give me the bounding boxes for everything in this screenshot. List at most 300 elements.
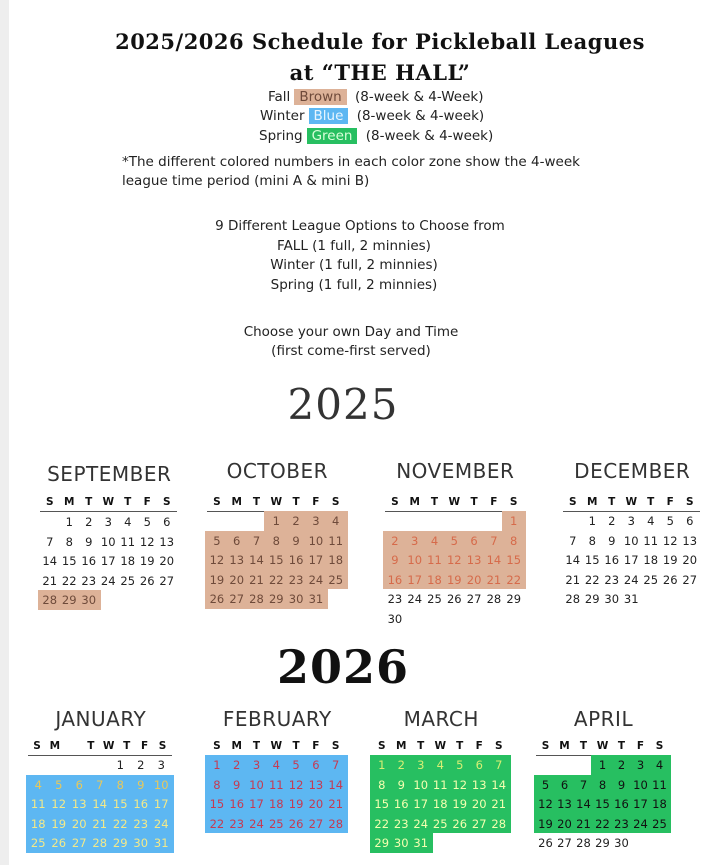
calendar-day: 15 [595, 797, 610, 811]
calendar-day: 2 [608, 514, 616, 528]
calendar-day: 1 [65, 515, 73, 529]
month-name: FEBRUARY [222, 707, 332, 731]
calendar-day: 6 [475, 758, 483, 772]
calendar-day: 6 [312, 758, 320, 772]
calendar-day: 22 [61, 573, 77, 588]
calendar-day: 26 [538, 836, 553, 850]
calendar-day: 6 [560, 777, 569, 792]
weekday-label: F [141, 740, 149, 752]
calendar-day: 22 [584, 572, 600, 587]
year-2026: 2026 [276, 640, 410, 694]
calendar-day: 13 [71, 797, 87, 811]
season-fall [268, 89, 483, 105]
weekday-label: F [143, 496, 151, 508]
calendar-day: 23 [288, 572, 304, 587]
options-winter: Winter (1 full, 2 minnies) [270, 257, 438, 273]
calendar-day: 19 [538, 816, 553, 831]
calendar-day: 1 [588, 514, 596, 528]
calendar-day: 23 [133, 816, 149, 831]
calendar-day: 30 [387, 611, 403, 626]
calendar-day: 27 [229, 592, 245, 606]
weekday-label: T [252, 740, 261, 752]
calendar-day: 10 [413, 777, 429, 792]
calendar-day: 21 [328, 797, 344, 811]
calendar-day: 11 [427, 553, 442, 567]
weekday-label: M [587, 496, 598, 508]
calendar-day: 27 [682, 572, 698, 587]
calendar-day: 16 [614, 797, 629, 811]
calendar-day: 13 [471, 777, 487, 792]
calendar-day: 13 [229, 553, 245, 567]
calendar-day: 21 [576, 816, 591, 831]
calendar-day: 20 [471, 797, 487, 811]
weekday-label: M [231, 496, 242, 508]
calendar-day: 2 [617, 758, 626, 772]
calendar-day: 6 [75, 777, 83, 792]
calendar-day: 16 [288, 553, 304, 567]
weekday-label: W [596, 740, 609, 752]
calendar-day: 12 [662, 533, 678, 548]
weekday-label: S [509, 496, 518, 508]
calendar-day: 24 [407, 592, 423, 606]
calendar-day: 4 [655, 758, 664, 772]
calendar-day: 23 [229, 816, 245, 831]
calendar-day: 29 [112, 836, 128, 850]
season-fall-detail: (8-week & 4-Week) [354, 89, 484, 105]
calendar-day: 1 [116, 758, 124, 772]
calendar-day: 3 [104, 515, 112, 529]
weekday-label: S [45, 496, 54, 508]
calendar-day: 22 [112, 816, 128, 831]
calendar-day: 30 [614, 836, 629, 850]
calendar-day: 7 [569, 533, 577, 548]
weekday-label: T [470, 496, 478, 508]
calendar-day: 9 [85, 534, 93, 549]
calendar-day: 16 [387, 572, 403, 587]
calendar-day: 9 [397, 777, 405, 792]
calendar-day: 12 [446, 553, 462, 567]
weekday-label: M [231, 740, 242, 752]
calendar-day: 14 [92, 797, 108, 811]
calendar-day: 6 [470, 533, 478, 548]
calendar-day: 1 [272, 514, 280, 528]
calendar-day: 4 [332, 514, 340, 528]
calendar-day: 6 [233, 533, 241, 548]
calendar-day: 18 [30, 816, 46, 831]
calendar-day: 24 [249, 816, 264, 831]
calendar-day: 7 [96, 777, 104, 792]
calendar-day: 10 [100, 534, 116, 549]
calendar-day: 10 [153, 777, 169, 792]
calendar-day: 26 [139, 573, 155, 588]
calendar-day: 8 [378, 777, 386, 792]
calendar-day: 24 [100, 573, 116, 588]
calendar-day: 10 [249, 777, 264, 792]
calendar-day: 15 [584, 553, 600, 567]
color-note: *The different colored numbers in each color zone show the 4-week league time period (mini A & mini B) [122, 154, 580, 189]
weekday-label: T [87, 740, 95, 752]
calendar-day: 16 [133, 797, 149, 811]
season-spring-detail: (8-week & 4-week) [365, 128, 494, 144]
calendar-day: 18 [427, 572, 442, 587]
calendar-day: 8 [272, 533, 280, 548]
calendar-day: 13 [308, 777, 324, 792]
calendar-day: 17 [407, 572, 423, 587]
month-name: SEPTEMBER [47, 462, 172, 486]
calendar-day: 15 [268, 553, 284, 567]
calendar-day: 12 [288, 777, 304, 792]
calendar-day: 18 [328, 553, 344, 567]
calendar-day: 20 [682, 553, 698, 567]
calendar-day: 9 [391, 553, 399, 567]
calendar-day: 11 [432, 777, 448, 792]
calendar-day: 19 [51, 816, 67, 831]
calendar-day: 19 [288, 797, 304, 811]
calendar-day: 12 [51, 797, 67, 811]
calendar-day: 22 [268, 572, 284, 587]
calendar-day: 6 [686, 514, 694, 528]
calendar-day: 6 [163, 515, 171, 529]
calendar-day: 23 [614, 816, 629, 831]
weekday-label: W [448, 496, 461, 508]
calendar-day: 27 [471, 816, 487, 831]
month-name: NOVEMBER [396, 459, 515, 483]
calendar-day: 23 [387, 592, 403, 606]
calendar-day: 1 [510, 514, 518, 528]
calendar-day: 29 [584, 592, 600, 606]
year-2025: 2025 [287, 380, 399, 429]
calendar-day: 12 [209, 553, 225, 567]
calendar-day: 5 [55, 777, 63, 792]
calendar-day: 19 [446, 572, 462, 587]
weekday-label: S [213, 496, 221, 508]
calendar-day: 9 [292, 533, 300, 548]
calendar-day: 26 [662, 572, 678, 587]
weekday-label: F [636, 740, 645, 752]
calendar-day: 23 [81, 573, 97, 588]
season-winter-name: Winter [260, 108, 305, 124]
calendar-day: 7 [46, 534, 54, 549]
calendar-day: 4 [647, 514, 655, 528]
calendar-day: 26 [209, 592, 225, 606]
weekday-label: W [270, 740, 283, 752]
calendar-day: 14 [486, 553, 502, 567]
calendar-day: 12 [139, 534, 155, 549]
calendar-day: 20 [229, 572, 245, 587]
calendar-day: 13 [466, 553, 482, 567]
calendar-day: 25 [432, 816, 448, 831]
calendar-day: 17 [100, 554, 116, 568]
calendar-day: 25 [328, 572, 344, 587]
calendar-day: 13 [557, 797, 572, 811]
calendar-day: 29 [595, 836, 610, 850]
calendar-day: 4 [124, 515, 132, 529]
weekday-label: T [85, 496, 93, 508]
weekday-label: T [647, 496, 655, 508]
weekday-label: W [102, 496, 115, 508]
page-edge [0, 0, 9, 865]
weekday-label: S [568, 496, 577, 508]
calendar-day: 26 [446, 592, 462, 606]
weekday-label: S [541, 740, 550, 752]
calendar-day: 30 [81, 593, 97, 607]
calendar-day: 18 [268, 797, 284, 811]
weekday-label: T [124, 496, 132, 508]
calendar-day: 26 [452, 816, 468, 831]
calendar-day: 11 [328, 533, 344, 548]
calendar-day: 21 [249, 572, 264, 587]
season-fall-name: Fall [268, 89, 291, 105]
calendar-day: 27 [71, 836, 87, 850]
calendar-day: 19 [452, 797, 468, 811]
calendar-day: 19 [139, 554, 155, 568]
choose-line2: (first come-first served) [271, 343, 431, 359]
weekday-label: T [608, 496, 616, 508]
calendar-day: 7 [579, 777, 588, 792]
weekday-label: M [409, 496, 420, 508]
weekday-label: S [331, 740, 340, 752]
calendar-day: 30 [288, 592, 304, 606]
weekday-label: T [292, 740, 300, 752]
weekday-label: W [102, 740, 115, 752]
calendar-day: 29 [268, 592, 284, 606]
calendar-day: 25 [652, 816, 667, 831]
calendar-day: 4 [34, 777, 42, 792]
calendar-day: 11 [120, 534, 136, 549]
calendar-day: 11 [30, 797, 46, 811]
weekday-label: S [377, 740, 386, 752]
calendar-day: 8 [116, 777, 124, 792]
calendar-day: 22 [595, 816, 610, 831]
calendar-day: 14 [565, 553, 581, 567]
weekday-label: S [331, 496, 340, 508]
weekday-label: T [417, 740, 425, 752]
calendar-day: 13 [682, 533, 698, 548]
calendar-day: 31 [153, 836, 169, 850]
calendar-day: 24 [413, 816, 429, 831]
month-name: APRIL [573, 707, 634, 731]
calendar-day: 8 [598, 777, 607, 792]
weekday-label: F [312, 740, 320, 752]
calendar-day: 17 [249, 797, 264, 811]
calendar-day: 28 [42, 593, 58, 607]
calendar-day: 5 [666, 514, 674, 528]
weekday-label: W [434, 740, 447, 752]
season-spring [259, 128, 493, 144]
calendar-day: 1 [378, 758, 386, 772]
calendar-day: 8 [213, 777, 221, 792]
calendar-day: 9 [233, 777, 241, 792]
calendar-day: 25 [427, 592, 442, 606]
calendar-day: 28 [328, 816, 344, 831]
weekday-label: F [490, 496, 498, 508]
calendar-day: 3 [627, 514, 635, 528]
calendar-day: 11 [652, 777, 667, 792]
calendar-day: 20 [557, 816, 572, 831]
calendar-day: 15 [506, 553, 522, 567]
calendar-day: 18 [432, 797, 448, 811]
weekday-label: T [579, 740, 588, 752]
calendar-day: 9 [608, 533, 616, 548]
calendar-day: 26 [51, 836, 67, 850]
weekday-label: T [456, 740, 464, 752]
calendar-day: 5 [456, 758, 464, 772]
weekday-label: M [559, 740, 570, 752]
calendar-day: 31 [413, 836, 429, 850]
month-name: JANUARY [55, 707, 147, 731]
season-winter-detail: (8-week & 4-week) [356, 108, 485, 124]
weekday-label: M [64, 496, 75, 508]
calendar-day: 21 [486, 572, 502, 587]
calendar-day: 7 [490, 533, 498, 548]
winter-swatch: Blue [309, 108, 349, 124]
weekday-label: T [292, 496, 300, 508]
calendar-day: 15 [61, 554, 77, 568]
calendar-day: 3 [157, 758, 165, 772]
weekday-label: F [666, 496, 674, 508]
calendar-day: 18 [120, 554, 136, 568]
weekday-label: S [655, 740, 664, 752]
calendar-day: 22 [506, 572, 522, 587]
page-subtitle: at “THE HALL” [289, 60, 471, 85]
weekday-label: M [49, 740, 61, 752]
calendar-day: 4 [430, 533, 439, 548]
calendar-day: 27 [466, 592, 482, 606]
calendar-day: 15 [374, 797, 390, 811]
calendar-day: 28 [92, 836, 108, 850]
weekday-label: S [494, 740, 503, 752]
weekday-label: S [33, 740, 41, 752]
weekday-label: T [123, 740, 131, 752]
options-fall: FALL (1 full, 2 minnies) [277, 238, 431, 254]
calendar-day: 28 [565, 592, 581, 606]
calendar-day: 27 [308, 816, 324, 831]
calendar-day: 25 [643, 572, 659, 587]
calendar-day: 7 [252, 533, 261, 548]
calendar-day: 28 [576, 836, 591, 850]
calendar-day: 2 [397, 758, 405, 772]
calendar-day: 24 [308, 572, 324, 587]
calendar-day: 10 [623, 533, 639, 548]
calendar-day: 30 [133, 836, 149, 850]
calendar-day: 5 [213, 533, 221, 548]
calendar-day: 23 [604, 572, 620, 587]
calendar-day: 21 [565, 572, 581, 587]
calendar-day: 5 [292, 758, 300, 772]
calendar-day: 3 [417, 758, 425, 772]
weekday-label: S [158, 740, 167, 752]
calendar-day: 13 [159, 534, 175, 549]
calendar-day: 9 [137, 777, 145, 792]
calendar-day: 29 [506, 592, 522, 606]
calendar-day: 20 [71, 816, 87, 831]
calendar-day: 30 [393, 836, 409, 850]
page-title: 2025/2026 Schedule for Pickleball Leagues [115, 29, 645, 54]
choose-line1: Choose your own Day and Time [243, 324, 459, 340]
weekday-label: S [391, 496, 399, 508]
calendar-day: 10 [407, 553, 423, 567]
calendar-day: 31 [308, 592, 324, 606]
calendar-day: 12 [452, 777, 468, 792]
calendar-day: 10 [633, 777, 648, 792]
calendar-day: 21 [92, 816, 108, 831]
calendar-day: 14 [491, 777, 507, 792]
weekday-label: T [430, 496, 439, 508]
calendar-day: 25 [268, 816, 284, 831]
calendar-day: 16 [81, 554, 97, 568]
calendar-day: 2 [292, 514, 300, 528]
calendar-day: 1 [598, 758, 607, 772]
fall-swatch: Brown [294, 89, 346, 105]
options-heading: 9 Different League Options to Choose from [215, 218, 505, 234]
calendar-day: 16 [229, 797, 245, 811]
season-winter [260, 108, 484, 124]
calendar-day: 18 [652, 797, 667, 811]
calendar-day: 21 [42, 573, 58, 588]
calendar-day: 21 [491, 797, 507, 811]
calendar-day: 5 [143, 515, 151, 529]
calendar-day: 17 [153, 797, 169, 811]
calendar-day: 24 [623, 572, 639, 587]
weekday-label: F [312, 496, 320, 508]
calendar-day: 29 [61, 593, 77, 607]
weekday-label: S [213, 740, 221, 752]
calendar-day: 24 [633, 816, 648, 831]
calendar-day: 3 [636, 758, 645, 772]
weekday-label: S [685, 496, 694, 508]
calendar-day: 22 [374, 816, 390, 831]
calendar-day: 30 [604, 592, 620, 606]
calendar-day: 10 [308, 533, 324, 548]
calendar-day: 2 [391, 533, 399, 548]
calendar-day: 19 [662, 553, 678, 567]
calendar-day: 7 [495, 758, 503, 772]
calendar-day: 29 [374, 836, 390, 850]
calendar-day: 15 [209, 797, 225, 811]
calendar-day: 17 [623, 553, 639, 567]
season-spring-name: Spring [259, 128, 303, 144]
weekday-label: W [625, 496, 638, 508]
weekday-label: W [270, 496, 283, 508]
calendar-day: 3 [411, 533, 419, 548]
calendar-day: 4 [272, 758, 280, 772]
calendar-day: 27 [557, 836, 572, 850]
calendar-day: 14 [249, 553, 264, 567]
calendar-day: 28 [491, 816, 507, 831]
spring-swatch: Green [307, 128, 358, 144]
calendar-day: 25 [120, 573, 136, 588]
calendar-day: 28 [249, 592, 264, 606]
calendar-day: 26 [288, 816, 304, 831]
calendar-day: 14 [42, 554, 58, 568]
options-spring: Spring (1 full, 2 minnies) [270, 277, 438, 293]
weekday-label: F [475, 740, 483, 752]
calendar-day: 4 [436, 758, 444, 772]
calendar-day: 18 [643, 553, 659, 567]
calendar-day: 20 [308, 797, 324, 811]
calendar-day: 3 [312, 514, 320, 528]
calendar-day: 3 [252, 758, 261, 772]
calendar-day: 27 [159, 573, 175, 588]
weekday-label: S [162, 496, 171, 508]
calendar-day: 2 [233, 758, 241, 772]
weekday-label: T [252, 496, 261, 508]
calendar-day: 25 [30, 836, 46, 850]
calendar-day: 8 [510, 533, 518, 548]
calendar-day: 2 [137, 758, 145, 772]
month-name: MARCH [403, 707, 479, 731]
weekday-label: M [396, 740, 407, 752]
